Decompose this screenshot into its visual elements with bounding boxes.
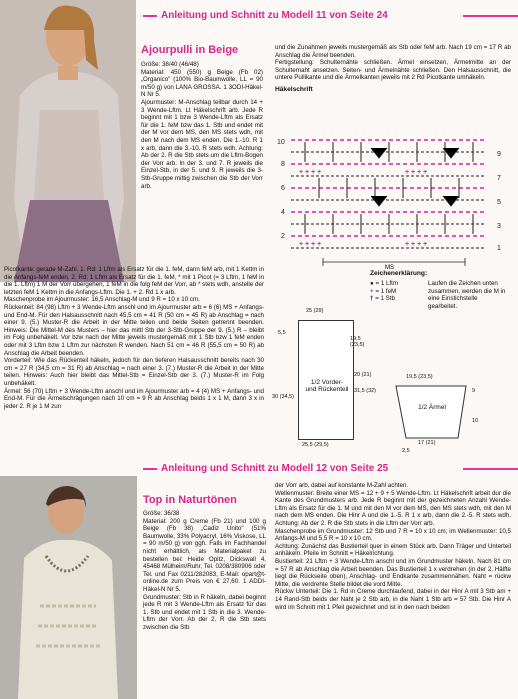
rueckw-unterteil-12: Rückw Unterteil: Die 1. Rd in Creme durchlaufend, dabei in der Hinr A mit 3 Stb am + 14 Rand-Stb beids der Naht je 2 Stb arb, in die Naht 1 Stb arb = 57 Stb. Die Hinr A wird im Schnitt mit 1 Pfeil gezeichnet und ist in den nach beiden <box>275 588 511 611</box>
vorderteil-11: Vorderteil: Wie das Rückenteil häkeln, jedoch für den tieferen Halsausschnitt bereits nach 30 cm = 27 R (34,5 cm = 31 R) ab Anschlag = nach einer 3. (7.) Muster-R die Arbeit in der Mitte teilen. Hinweis: Auch hier bleibt das Mittel-Stb = Einzel-Stb der 3. (7.) Muster-R im Folg unbehäkelt. <box>4 357 264 387</box>
row-number-8: 8 <box>281 161 285 168</box>
rueckenteil-11: Rückenteil: 84 (98) Lftm + 3 Wende-Lftm anschl und im Ajourmuster arb = 6 (6) MS + Anfangs- und End-M. Für den Halsausschnitt nach 45,5 cm = 41 R (50 cm = 45 R) ab Anschlag = nach einer 9. (5.) Muster-R die Arbeit in der Mitte teilen und beide Seiten getrennt beenden. Hinweis: Die Mittel-M des Musters – hier das mittl Stb der 3-Stb-Gruppe der 9. (5.) R – bleibt im Folg unbehäkelt. Vor bzw nach der Mitte jeweils mustergemäß mit 1 Stb bzw 1 feM enden oder mit 3 Lftm bzw 1 Lftm zur nächsten R wenden. Nach 51 cm = 46 R (55,5 cm = 50 R) ab Anschlag die Arbeit beenden. <box>4 303 264 357</box>
svg-text:+ + + +: + + + + <box>299 241 322 248</box>
row-number-4: 4 <box>281 209 285 216</box>
body-bottom: 25,5 (29,5) <box>302 442 329 448</box>
crochet-chart <box>275 128 511 270</box>
body-schematic <box>272 308 377 456</box>
material-12: Material: 200 g Creme (Fb 21) und 100 g Beige (Fb 38) „Cadiz Unito" (51% Baumwolle, 33% Polyacryl, 16% Viskose, LL = 90 m/50 g) von ggh. Falls im Fachhandel nicht erhältlich, als Materialpaket zu bestellen bei: Heide Opitz, Dickswall 4, 45468 Mülheim/Ruhr, Tel. 0208/380906 oder Tel. und Fax 0211/282083, E-Mail: opart@t-online.de zum Preis von € 27,60. 1 ADDI-Häkel-N Nr 5. <box>143 517 266 593</box>
row-number-2: 2 <box>281 233 285 240</box>
fem-symbol: + <box>370 287 374 295</box>
row-number-7: 7 <box>497 175 501 182</box>
body-height-mid: 31,5 (32) <box>354 388 377 394</box>
model-11-figure <box>0 0 136 282</box>
haekelschrift-title: Häkelschrift <box>275 85 313 93</box>
maschenprobe-12: Maschenprobe im Grundmuster: 12 Stb und 7 R = 10 x 10 cm; im Wellenmuster: 10,5 Anfangs-M und 5,5 R = 10 x 10 cm. <box>275 527 511 543</box>
sleeve-corner: 2,5 <box>402 448 410 454</box>
legend-item-stb: † = 1 Stb <box>370 295 395 303</box>
section-header-11: Anleitung und Schnitt zu Modell 11 von Seite 24 <box>161 10 388 21</box>
top-left-lower-text <box>4 266 264 410</box>
body-height-left: 30 (34,5) <box>272 394 295 400</box>
bottom-left-column <box>143 494 266 632</box>
bottom-right-column <box>275 482 511 611</box>
legend-note: Laufen die Zeichen unten zusammen, werden die M in eine Einstichstelle gearbeitet. <box>428 280 506 310</box>
body-pattern-box <box>298 320 354 440</box>
maschenprobe-11: Maschenprobe im Ajourmuster: 16,5 Anschlag-M und 9 R = 10 x 10 cm. <box>4 296 200 304</box>
row-number-10: 10 <box>277 139 285 146</box>
title-model-12: Top in Naturtönen <box>143 494 237 506</box>
model-11-photo <box>0 0 136 282</box>
legend-item-fem: + = 1 feM <box>370 287 397 295</box>
crochet-chart-svg <box>275 128 511 270</box>
row-number-3: 3 <box>497 223 501 230</box>
legend-item-lftm: ● = 1 Lftm <box>370 280 399 287</box>
wellenmuster-12: Wellenmuster: Breite einer MS = 12 + 9 + 5 Wende-Lftm. Lt Häkelschrift arbeit dur die Kante des Grundmusters arb. Jede R beginnt mit der gezeichneten Anzahl Wende-Lftm als Ersatz für die 1. M und mit den M vor dem MS, den MS stets wdh, mit den M nach dem MS enden. Die Hinr A und die 1.-5. R 1 x arb, dann die 2.-5. R stets wdh. Achtung: Ab der 2. R die Stb stets in die Lftm der Vorr arb. <box>275 489 511 527</box>
lftm-symbol: ● <box>370 280 374 287</box>
sleeve-side-top: 9 <box>472 388 476 394</box>
legend-items <box>370 280 420 303</box>
body-top-width: 25 (29) <box>306 308 324 314</box>
section-header-12: Anleitung und Schnitt zu Modell 12 von Seite 25 <box>161 463 389 474</box>
title-model-11: Ajourpulli in Beige <box>141 44 239 56</box>
ms-label: MS <box>385 265 394 270</box>
sleeve-side-h: 10 <box>472 418 479 424</box>
stb-symbol: † <box>370 295 374 303</box>
row-number-9: 9 <box>497 151 501 158</box>
svg-text:+ + + +: + + + + <box>299 169 322 176</box>
material-11: Material: 450 (550) g Beige (Fb 02) „Organico" (100% Bio-Baumwolle, LL = 90 m/50 g) von LANA GROSSA. 1 3ODI-Häkel-N Nr 5. <box>141 68 263 99</box>
col2-top-12: der Vorr arb, dabei auf konstante M-Zahl achten. <box>275 482 409 489</box>
model-12-photo <box>0 476 137 699</box>
row-number-6: 6 <box>281 185 285 192</box>
body-label: 1/2 Vorder- und Rückenteil <box>305 379 349 393</box>
achtung-12: Achtung: Zunächst das Bustierteil quer in einem Stück arb. Dann Träger und Unterteil anhäkeln. Pfeile im Schnitt = Häkelrichtung. <box>275 542 511 558</box>
grundmuster-12: Grundmuster: Stb in R häkeln, dabei beginnt jede R mit 3 Wende-Lftm als Ersatz für das 1. Stb und endet mit 1 Stb in die 3. Wende-Lftm der Vorr. Ab der 2. R die Stb stets zwischen die Stb <box>143 593 266 631</box>
sleeve-schematic <box>382 374 510 454</box>
legend <box>370 270 510 310</box>
aermel-11: Ärmel: 56 (70) Lftm + 3 Wende-Lftm anschl und im Ajourmuster arb = 4 (4) MS + Anfangs- und End-M. Für die Ärmelschrägungen nach 10 cm = 9 R ab Anschlag beids 1 x 1 M, dann 3 x in jeder 2. R je 1 M zun <box>4 387 264 410</box>
groesse-12: Größe: 36/38 <box>143 510 180 517</box>
row-number-5: 5 <box>497 199 501 206</box>
sleeve-shape <box>394 384 474 440</box>
legend-title: Zeichenerklärung: <box>370 270 428 277</box>
row-number-1: 1 <box>497 245 501 252</box>
model-12-figure <box>0 476 137 699</box>
body-vo: 20 (21) <box>354 372 372 378</box>
picotkante-11: Picotkante: gerade M-Zahl. 1. Rd: 1 Lftm als Ersatz für die 1. feM, dann feM arb, mit 1 Kettm in die Anfangs-feM enden. 2. Rd: 1 Lftm als Ersatz für die 1. feM, * mit 1 Picot (= 3 Lftm, 1 feM in die 1. Lftm) 1 M der Vorr übergehen, 1 feM in die folg feM der Vorr, ab * stets wdh, anstelle der letzten feM 1 Kettm in die Anfangs-Lftm. Die 1. + 2. Rd 1 x arb. <box>4 266 264 296</box>
body-neck-left: 5,5 <box>278 330 286 336</box>
ajourmuster-11: Ajourmuster: M-Anschlag teilbar durch 14 + 3 Wende-Lftm. Lt Häkelschrift arb. Jede R beginnt mit 1 bzw 3 Wende-Lftm als Ersatz für die 1. feM bzw das 1. Stb und endet mit der M vor dem MS, den MS stets wdh, mit den M nach dem MS enden. Die 1.-10. R 1 x arb, dann die 3.-10. R stets wdh. Achtung: Ab der 2. R die Stb stets um die Lftm-Bogen der Vorr arb. In der 3. und 7. R jeweils die Einzel-Stb, in der 5. und 9. R jeweils die 3-Stb-Gruppe mittig zwischen die Stb der Vorr arb. <box>141 98 263 190</box>
sleeve-bottom: 17 (21) <box>418 440 436 446</box>
fertigstellung-11: Fertigstellung: Schulternähte schließen. Ärmel einsetzen, Ärmelmitte an der Schulternaht ansetzen. Seiten- und Ärmelnähte schließen. Den Halsausschnitt, die untere Pullikante und die Ärmelkanten jeweils mit 2 Rd Picotkante umhäkeln. <box>275 59 511 82</box>
body-neck-right: 19,5 (23,5) <box>350 336 365 348</box>
svg-text:+ + + +: + + + + <box>405 169 428 176</box>
groesse-11: Größe: 38/40 (46/48) <box>141 61 199 68</box>
bustierteil-12: Bustierteil: 21 Lftm + 3 Wende-Lftm anschl und im Grundmuster häkeln. Nach 81 cm = 57 R ab Anschlag die Arbeit beenden. Das Bustierteil 1 x verdrehen (in der 2. Hälfte liegt die Rückseite oben), Anschlag- und Endkante zusammennähen. Naht = rückw Mitte, die verdrehte Stelle bildet die vord Mitte. <box>275 557 511 588</box>
sleeve-label: 1/2 Ärmel <box>418 404 446 411</box>
svg-text:+ + + +: + + + + <box>405 241 428 248</box>
top-left-column <box>141 44 263 190</box>
col2-top-11: und die Zunahmen jeweils mustergemäß als Stb oder feM arb. Nach 19 cm = 17 R ab Anschlag die Ärmel beenden. <box>275 44 511 59</box>
top-right-column <box>275 44 511 93</box>
sleeve-top: 19,5 (23,5) <box>406 374 433 380</box>
